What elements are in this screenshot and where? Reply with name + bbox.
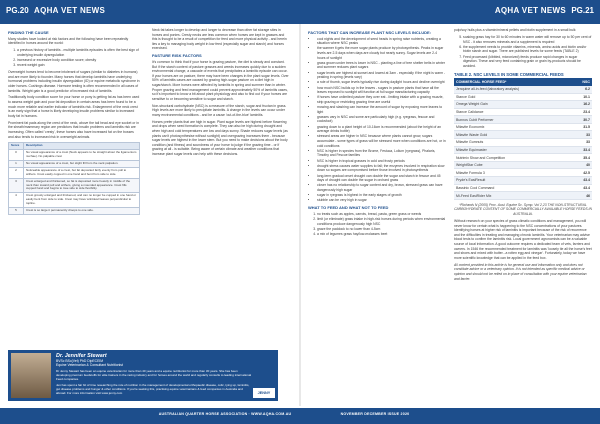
description-cell: Noticeable appearance of a crest, but fat deposited fairly evenly from poll to withers. Crest easily cupped in one hand and bent from side to side. <box>24 167 140 178</box>
list-item: 3. recent weight gain <box>17 63 140 68</box>
nsc-value-cell: 33.4 <box>572 146 592 154</box>
feed-name-cell: WeightStar Cube <box>454 161 572 169</box>
list-item: 3. graze the paddock to no lower than 4-5cm <box>317 227 446 232</box>
paragraph: Neck fat takes longer to develop and longer to decrease than other fat storage sites in horses and ponies. Cresty necks are less common when horses are kept in grasses and this is thought to be a result of competition for feed and more physical activity - and herein lies a key to managing body weight in low feed (especially sugar and starch) and horses exercised. <box>152 28 287 51</box>
list-item: • NSC is higher in tropical grasses in cold and frosty periods <box>317 159 446 164</box>
table-row <box>9 178 140 193</box>
nsc-value-cell: 42.5 <box>572 169 592 177</box>
nsc-value-cell: 31.5 <box>572 123 592 131</box>
feed-name-cell: Omega Weight Gain <box>454 101 572 109</box>
risk-factor-list <box>8 48 140 68</box>
column-header: Score <box>9 143 24 150</box>
table-header-row <box>454 78 592 86</box>
score-cell: 1 <box>9 160 24 167</box>
list-item: • grazing down to a plant height of 10-16cm is recommended (about the height of an average drinks bottle) <box>317 125 446 134</box>
column-3 <box>308 28 446 239</box>
feed-name-cell: Stance Calidance <box>454 108 572 116</box>
table-row <box>454 123 592 131</box>
paragraph: Without research on your species of grass climatic conditions and management, you will never know for certain what is happening to the NSC concentrations of your pastures. Identifying horses at higher risk of laminitis is important because of the risk of recurrence and the difficulties in treating and managing chronic laminitis. Your veterinarian may advise blood tests to confirm the laminitis risk. Local government agronomists can be a valuable source of local information. A good outcome requires a dedicated team of vets, farriers and owners. In 1546 the recommended treatment for laminitis was 'loosely tie all the horse's feet and shoes and mixed with butter...a rotten egg and vinegar'. Fortunately, today we have more scientific knowledge that can be applied in the feed box. <box>454 219 592 260</box>
list-item: 4. a mix of legumes grass hay/low-molasses beet <box>317 232 446 237</box>
table-row <box>454 146 592 154</box>
table-row <box>454 154 592 162</box>
crest-score-table <box>8 142 140 215</box>
paragraph: Many studies have looked at risk factors and the following have been repeatedly identified in horses around the world: <box>8 36 129 46</box>
column-2 <box>152 28 290 159</box>
list-item: 2. increased or excessive body condition score; obesity <box>17 58 140 63</box>
column-header: Description <box>24 143 140 150</box>
author-name: Dr. Jennifer Stewart <box>56 353 107 359</box>
list-item: • clover has no relationship to sugar content and dry, brown, stressed grass can have dangerously high sugar <box>317 183 446 192</box>
table-row <box>454 131 592 139</box>
feed-name-cell: Bassinic Cool Command <box>454 184 572 192</box>
column-4 <box>454 28 592 284</box>
column-1 <box>8 28 140 215</box>
description-cell: No visual appearance of a crest (Neck appears to be straight about the ligamentum nuchae). No palpable crest <box>24 150 140 161</box>
nsc-value-cell: 30.7 <box>572 116 592 124</box>
author-credentials: BVSc BSc(Vet) PhD DipECEIM <box>56 359 104 363</box>
page-number-left: PG.20 <box>6 6 29 15</box>
feed-name-cell: Mitavite Gumnuts <box>454 139 572 147</box>
list-item: 6. the supplement needs to provide vitamins, minerals, amino acids and biotin and/or biotin starch and sugar. There are published levels for some feeds (TABLE 2) <box>463 45 592 54</box>
feed-name-cell: Nutrimix Show and Competition <box>454 154 572 162</box>
table-row <box>454 93 592 101</box>
nsc-value-cell: 35.4 <box>572 154 592 162</box>
feed-name-cell: Bunnos Cubit Performer <box>454 116 572 124</box>
heading-finding-the-cause: FINDING THE CAUSE <box>8 30 49 35</box>
list-item: • cool nights and the development of seed heads in spring raise nutrients, creating a situation where NSC peaks <box>317 37 446 46</box>
author-title: Equine Veterinarian & Consultant Nutritionist <box>56 363 123 368</box>
author-logo: JENNY <box>253 388 275 398</box>
description-cell: Crest grossly enlarged and thickened, and can no longer be cupped in one hand or easily bent from side to side. Crest may have wrinkles/creases perpendicular to topline. <box>24 193 140 208</box>
paragraph: It's common to think that if your horse is grazing pasture, the diet is steady and constant. But if the starch content of pasture grasses and weeds increases quickly due to a sudden environmental change, a cascade of events that precipitates a laminitic episode can occur. If your horses are on pasture, there may have been changes in the plant sugar levels. Over 50% of laminitis cases are caused by grazing high-sugar pasture on a diet high in sugar/starch. More horses were affected by laminitis in spring and summer than in winter. Proper grazing and feed management could prevent approximately 50% of laminitis cases, so it's important to know a bit about plant physiology and also to find out if your horses are sensitive to or becoming sensitive to sugar and starch. <box>152 59 289 101</box>
list-item: • the warmer it gets the more sugar plants produce by photosynthesis. Peaks in sugar levels are 2-5 days when days are cloudy but nearly sunny. Sugar levels are 2-4 hours of sunlight <box>317 46 446 60</box>
list-item: • long-term gradual onset drought can double the sugar and starch in fescue and 45 days of drought can double the sugar in orchard grass <box>317 174 446 183</box>
score-cell: 5 <box>9 208 24 215</box>
nsc-value-cell: 23.4 <box>572 108 592 116</box>
feed-list <box>308 212 446 237</box>
table-row <box>454 101 592 109</box>
table-2-title: TABLE 2. NSC LEVELS IN SOME COMMERCIAL FEEDS <box>454 72 564 78</box>
paragraph: Prominent fat pads along the crest of the neck, above the tail head and eye socket or in the sheath/mammary region are predictors that insulin problems and laminitis risk are increasing. Often called 'cresty', these horses also have increased fat on the bosses and also tends to increased risk in overweight animals. <box>8 120 139 139</box>
list-item: • drought stress causes water supplies to fall; the enzymes involved in respiration slow down so sugars are compromised before those involved in photosynthesis <box>317 164 446 173</box>
score-cell: 3 <box>9 178 24 193</box>
nsc-value-cell: 33 <box>572 131 592 139</box>
list-item: • mowing and slashing can increase the amount of sugar by exposing more leaves to light <box>317 105 446 114</box>
nsc-value-cell: 16.2 <box>572 101 592 109</box>
nsc-value-cell: 33 <box>572 139 592 147</box>
list-item: • sugar levels are highest at sunset and lowest at 3am - especially if the night is warm - peaking in spring (levels vary) <box>317 71 446 80</box>
table-row <box>9 167 140 178</box>
list-item: • if horses have unlimited pasture they over eat - limiting intake with a grazing muzzle, strip grazing or restricting grazing time are useful <box>317 95 446 104</box>
table-row <box>454 116 592 124</box>
score-cell: 0 <box>9 150 24 161</box>
feed-name-cell: Jenquine all-in-feed (laboratory analysis) <box>454 86 572 93</box>
list-item: 7. Feed processed (kibbled, micronized) feeds produce rapid changes in sugar digestion. These and very feed containing grain or grain by-products should be avoided. <box>463 55 592 69</box>
table-row <box>9 208 140 215</box>
page-number-right: PG.21 <box>571 6 594 15</box>
nsc-value-cell: 6.2 <box>572 86 592 93</box>
column-header: COMMERCIAL HORSE FEED* <box>454 78 572 86</box>
column-header: NSC <box>572 78 592 86</box>
paragraph: Horses prefer plants that are high in sugar. Plant sugar levels are highest before flowering and drops when seed formation is complete. They can also be high during drought and when high and cold temperatures are low and days sunny. Shade reduces sugar levels (as plants can't photosynthesise without sunlight) and overgrazing increases them - because sugar levels are highest in the lower stem. But you need to make decisions about the body condition (and fitness) and soundness of your horse to judge if the grazing time - or if grazing at all - is suitable. Being aware of certain climate and weather conditions that increase plant sugar levels can help with these decisions. <box>152 119 288 157</box>
list-item: • stubble can be very high in sugar <box>317 198 446 203</box>
feed-name-cell: Stance Gold <box>454 93 572 101</box>
description-cell: Crest enlarged and thickened, so fat is deposited more heavily in middle of the neck than toward poll and withers, giving a mounded appearance. Crest fills cupped hand and begins to lose side to side flexibility. <box>24 178 140 193</box>
author-photo <box>11 353 51 398</box>
table-row <box>454 192 592 200</box>
nsc-value-cell: 10.1 <box>572 93 592 101</box>
disclaimer: All content provided in this article is for general use and information only and does not constitute advice or a veterinary opinion. It is not intended as specific medical advice or opinion and should not be relied on in place of consultation with your equine veterinarian and farrier. <box>454 262 587 281</box>
feed-name-cell: Mi-Feed EasiRider Mix <box>454 192 572 200</box>
nsc-value-cell: 43.4 <box>572 184 592 192</box>
table-row <box>454 86 592 93</box>
list-item: • grasses vary in NSC and some are particularly high (e.g. ryegrass, fescue and cocksfoot) <box>317 115 446 124</box>
feed-list-continued <box>454 35 592 68</box>
table-row <box>454 169 592 177</box>
table-reference: *Richards N (2005) Proc. Aust. Equine Sc. Symp. Vol 2,23 THE NON-STRUCTURAL CARBOHYDRATE CONTENT OF SOME COMMERCIALLY AVAILABLE HORSE FEEDS IN AUSTRALIA. <box>454 202 592 216</box>
section-title-left: AQHA VET NEWS <box>34 6 106 15</box>
nsc-value-cell: 46 <box>572 192 592 200</box>
score-cell: 2 <box>9 167 24 178</box>
heading-pasture-risk-factors: PASTURE RISK FACTORS <box>152 53 202 59</box>
paragraph: Non-structural carbohydrate (NSC) is a measure of the starch, sugar and fructan in grass. High levels are more likely to precipitate laminitis. A change in the levels can occur under many environmental conditions - and be a cause 'out-of-the-blue' laminitis. <box>152 103 287 117</box>
table-row <box>454 139 592 147</box>
list-item: 1. a previous history of laminitis - multiple laminitis episodes is often the best sign of underlying insulin dysregulation <box>17 48 140 57</box>
list-item: • stressed areas are higher in NSC because where plants cannot grow, sugars accumulate - some types of grass will be stressed more when conditions are hot, or in cold conditions <box>317 134 446 148</box>
section-title-right: AQHA VET NEWS <box>494 6 566 15</box>
page-footer-bar <box>0 408 600 424</box>
author-bio: Dr Jenny Stewart has been an equine veterinarian for more than 40 years and a equine nutritionist for more than 30 years. She has been developing premium feedstuffs for elite trainers in the racing industry and for horses around the world and regularly consults to leading international Feed companies. <box>56 369 252 382</box>
table-row <box>454 108 592 116</box>
score-cell: 4 <box>9 193 24 208</box>
nsc-factor-list <box>308 37 446 203</box>
table-row <box>9 193 140 208</box>
feed-name-cell: Mitavite Equimaster <box>454 146 572 154</box>
list-item: • NSC is higher in species from the Brome, Festuca, Lolium (ryegrass), Phalaris, Timothy and Fescue families <box>317 149 446 158</box>
author-bio-more: Jen has spent a fair bit of time researching the role of nutrition in the management of developmental orthopaedic disease, colic, tying up, laminitis, gut disease problems and hunger & other conditions. If you're seeking this, practising equine veterinarians & feed companies in Australia and abroad. For more information visit www.jenny.com <box>56 382 250 395</box>
footer-left-text: AUSTRALIAN QUARTER HORSE ASSOCIATION · WWW.AQHA.COM.AU <box>158 412 292 416</box>
table-row <box>454 177 592 185</box>
table-row <box>9 160 140 167</box>
author-bio-text <box>56 353 252 395</box>
feed-name-cell: Mitavite Waste Gold <box>454 131 572 139</box>
nsc-value-cell: 40 <box>572 161 592 169</box>
table-row <box>454 184 592 192</box>
feed-name-cell: Pryde's EasiResult <box>454 177 572 185</box>
description-cell: Crest is so large it permanently droops to one side. <box>24 208 140 215</box>
list-item: • how much NSC builds up in the leaves - sugars in pasture plants that have all the leaves exposed to sunlight will function at full sugar manufacturing capacity <box>317 86 446 95</box>
list-item: 2. limit (or eliminate) grass intake in high-risk horses during periods when environmental conditions produce dangerously high NSC <box>317 217 446 226</box>
heading-factors-nsc: FACTORS THAT CAN INCREASE PLANT NSC LEVELS INCLUDE: <box>308 30 431 35</box>
list-item: 1. no treats such as apples, carrots, bread, pasta, green grass or weeds <box>317 212 446 217</box>
footer-right-text: NOVEMBER DECEMBER ISSUE 2020 <box>340 412 410 416</box>
page-gutter <box>299 24 301 406</box>
table-row <box>454 161 592 169</box>
list-item: • grass grown under trees is lower in NSC - planting a line of tree shelter belts in winter and summer reduces plant sugars <box>317 61 446 70</box>
description-cell: No visual appearance of a crest, but slight fill from the neck palpation. <box>24 160 140 167</box>
heading-what-to-feed: WHAT TO FEED AND WHAT NOT TO FEED <box>308 205 389 211</box>
author-bio-box <box>8 350 278 401</box>
paragraph: pulp/soy hulls plus a vitamin/mineral pellets and biotin supplement in a small bulk <box>454 28 576 32</box>
table-row <box>9 150 140 161</box>
paragraph: Traditionally body condition score for your horse or pony is getting fat as has been used to assess weight gain and poor fat deposition in certain areas has been found to be a much more reliable and earlier indicator of laminitis risk. Enlargement of the neck crest is an early sign that a horse is likely developing insulin problems similar to increased body fat in humans. <box>8 95 140 118</box>
nsc-value-cell: 43.4 <box>572 177 592 185</box>
feed-name-cell: Mitavite Formula 3 <box>454 169 572 177</box>
page-header-bar <box>0 0 600 24</box>
list-item: 5. soaking grass hay for 30 to 60 minutes in warm water will remove up to 50 per cent of NSC - it also removes minerals and a supplement is required <box>463 35 592 44</box>
table-header-row <box>9 143 140 150</box>
list-item: • sugar in ryegrass is highest in the early stages of growth <box>317 193 446 198</box>
paragraph: Overweight horses tend to become intolerant of sugars (similar to diabetes in humans) and are more likely to founder. Many horses that develop laminitis have underlying hormonal problems including insulin dysregulation (ID) or equine metabolic syndrome in older horses. Cushings disease. Hormone testing is often recommended in all cases of laminitis. Weight gain is a good predictor of increased risk of laminitis. <box>8 70 140 93</box>
list-item: • a rule of thumb, sugar levels typically rise during daylight hours and decline overnight <box>317 80 446 85</box>
feed-name-cell: Mitavite Economix <box>454 123 572 131</box>
nsc-feeds-table <box>454 78 592 200</box>
